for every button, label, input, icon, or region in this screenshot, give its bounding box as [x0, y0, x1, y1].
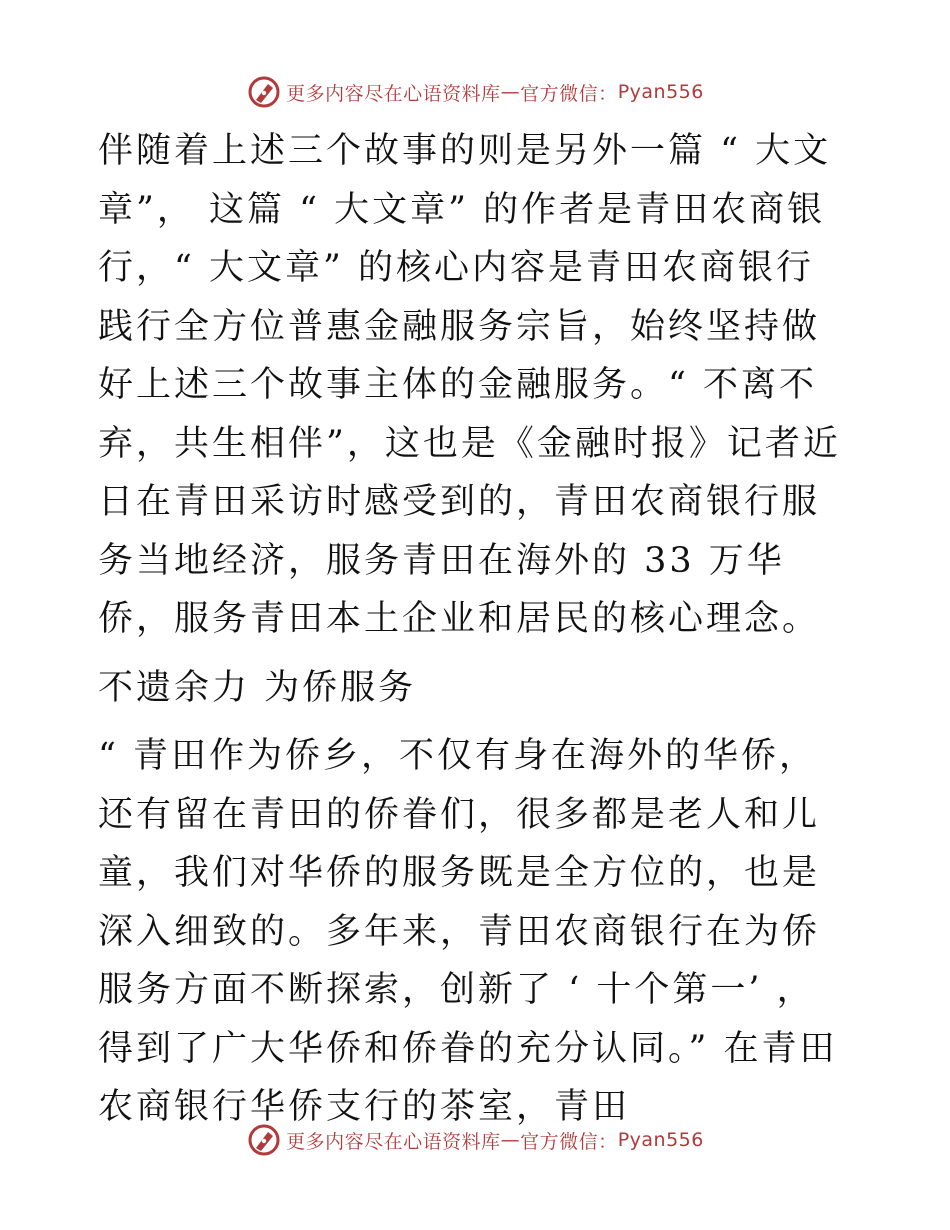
pen-nib-circle-icon: [246, 74, 282, 110]
banner-label: 官方微信：: [520, 82, 618, 105]
pen-nib-circle-icon: [246, 1122, 282, 1158]
banner-handle: Pyan556: [617, 81, 704, 103]
article-paragraph-2: “ 青田作为侨乡，不仅有身在海外的华侨，还有留在青田的侨眷们，很多都是老人和儿童，我们对华侨的服务既是全方位的，也是深入细致的。多年来，青田农商银行在为侨服务方面不断探索，创新了 ‘ 十个第一’ ，得到了广大华侨和侨眷的充分认同。” 在青田农商银行华侨支行的茶室，青田: [98, 736, 838, 1127]
footer-banner: [0, 1120, 950, 1160]
banner-label: 官方微信：: [520, 1130, 618, 1153]
header-banner: [0, 72, 950, 112]
banner-text: 更多内容尽在心语资料库: [286, 1130, 501, 1153]
banner-dash: —: [500, 81, 521, 103]
banner-handle: Pyan556: [617, 1129, 704, 1151]
article-body: [98, 122, 848, 1137]
banner-text: 更多内容尽在心语资料库: [286, 82, 501, 105]
banner-dash: —: [500, 1129, 521, 1151]
section-heading: 不遗余力 为侨服务: [98, 667, 417, 708]
article-paragraph-1: 伴随着上述三个故事的则是另外一篇 “ 大文章”， 这篇 “ 大文章” 的作者是青田农商银行，“ 大文章” 的核心内容是青田农商银行践行全方位普惠金融服务宗旨，始终坚持做好上述三个故事主体的金融服务。“ 不离不弃，共生相伴”，这也是《金融时报》记者近日在青田采访时感受到的，青田农商银行服务当地经济，服务青田在海外的 33 万华侨，服务青田本土企业和居民的核心理念。: [98, 131, 841, 639]
